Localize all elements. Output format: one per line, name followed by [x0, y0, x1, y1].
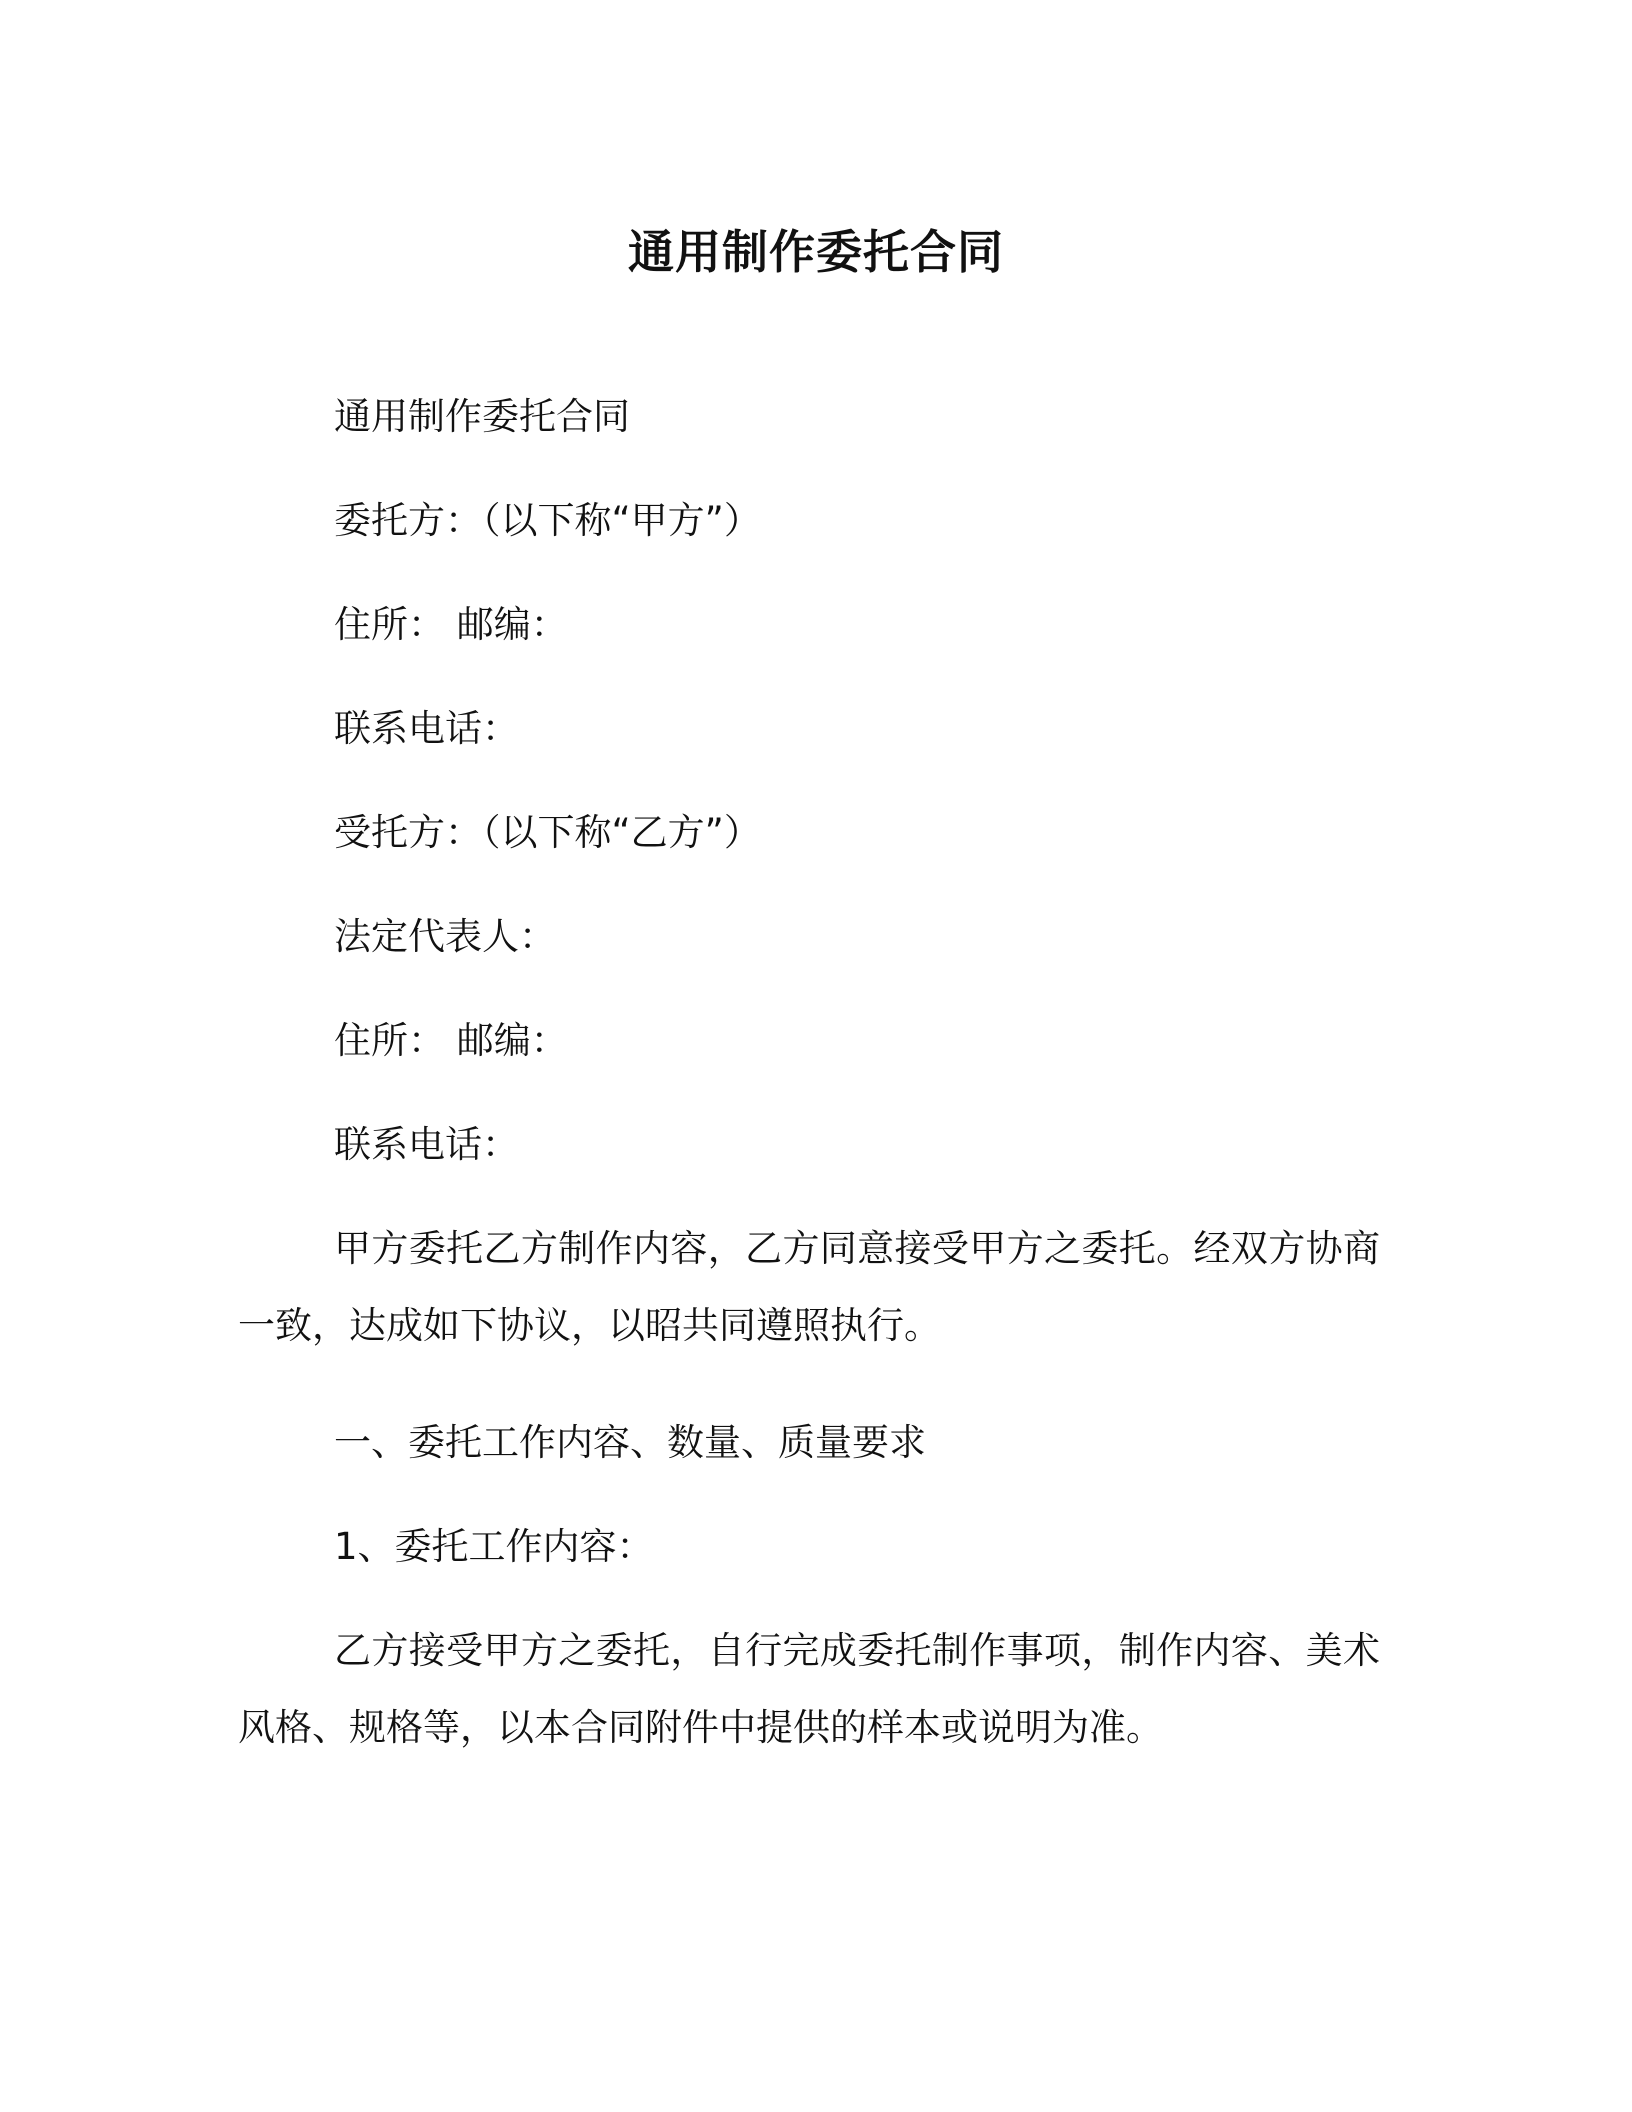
- subsection-heading: 1、委托工作内容：: [334, 1525, 654, 1568]
- document-body: [238, 392, 1380, 1820]
- client-phone-line: 联系电话：: [334, 707, 519, 750]
- document-title: 通用制作委托合同: [628, 225, 1004, 279]
- section-heading: 一、委托工作内容、数量、质量要求: [334, 1421, 926, 1464]
- legal-representative-line: 法定代表人：: [334, 915, 556, 958]
- subsection-paragraph: 乙方接受甲方之委托，自行完成委托制作事项，制作内容、美术风格、规格等，以本合同附件中提供的样本或说明为准。: [238, 1629, 1380, 1749]
- client-line: 委托方：（以下称“甲方”）: [334, 499, 761, 542]
- contract-name-line: 通用制作委托合同: [334, 395, 630, 438]
- contractor-phone-line: 联系电话：: [334, 1123, 519, 1166]
- contractor-address-line: 住所： 邮编：: [334, 1019, 568, 1062]
- client-address-line: 住所： 邮编：: [334, 603, 568, 646]
- contractor-line: 受托方：（以下称“乙方”）: [334, 811, 761, 854]
- intro-paragraph: 甲方委托乙方制作内容，乙方同意接受甲方之委托。经双方协商一致，达成如下协议，以昭共同遵照执行。: [238, 1227, 1380, 1347]
